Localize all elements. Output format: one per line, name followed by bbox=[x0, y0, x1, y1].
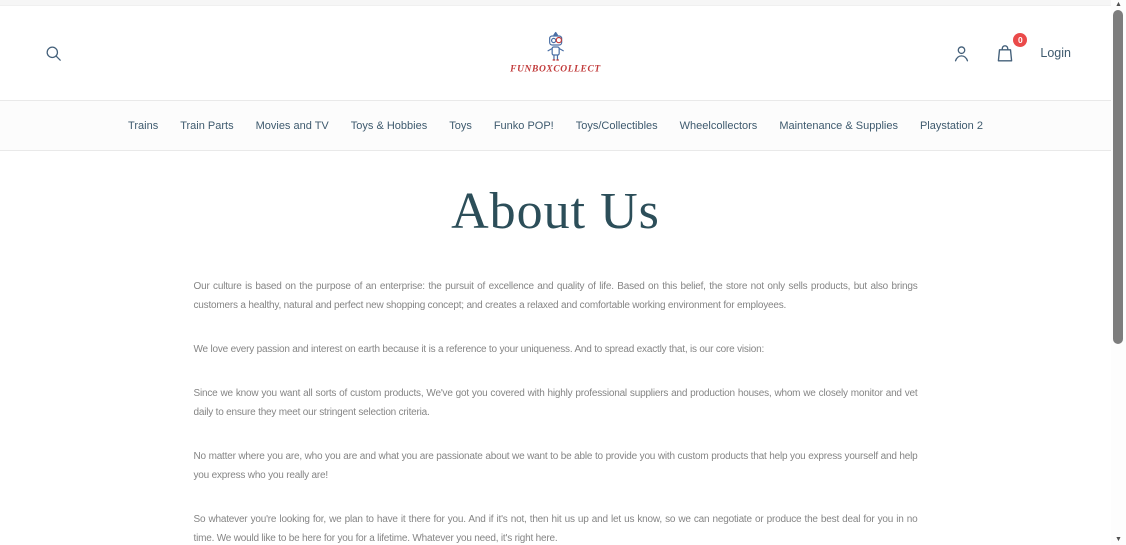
store-logo[interactable] bbox=[510, 32, 601, 75]
about-paragraph: We love every passion and interest on earth because it is a reference to your uniqueness. And to spread exactly that, is our core vision: bbox=[193, 344, 765, 355]
about-us-content bbox=[194, 277, 918, 545]
login-link[interactable]: Login bbox=[1040, 46, 1071, 60]
nav-item-wheelcollectors[interactable]: Wheelcollectors bbox=[679, 119, 758, 132]
nav-item-funko-pop[interactable]: Funko POP! bbox=[493, 119, 554, 132]
header bbox=[0, 6, 1111, 100]
nav-item-playstation-2[interactable]: Playstation 2 bbox=[919, 119, 983, 132]
nav-item-movies-and-tv[interactable]: Movies and TV bbox=[255, 119, 329, 132]
about-paragraph: No matter where you are, who you are and what you are passionate about we want to be able to provide you with custom products that help you express yourself and help you express who you really are! bbox=[193, 451, 918, 481]
nav-item-trains[interactable]: Trains bbox=[128, 119, 159, 132]
about-paragraph: So whatever you're looking for, we plan to have it there for you. And if it's not, then hit us up and let us know, so we can negotiate or produce the best deal for you in no time. We would like to be here for you for a lifetime. Whatever you need, it's right here. bbox=[193, 514, 918, 544]
scrollbar-up-arrow[interactable]: ▲ bbox=[1115, 1, 1122, 8]
account-button[interactable] bbox=[947, 39, 976, 68]
scrollbar-thumb[interactable] bbox=[1113, 10, 1123, 344]
nav-item-toys[interactable]: Toys bbox=[449, 119, 472, 132]
cart-count-badge: 0 bbox=[1013, 33, 1027, 47]
search-icon bbox=[44, 44, 63, 63]
nav-item-toys-collectibles[interactable]: Toys/Collectibles bbox=[575, 119, 658, 132]
shopping-bag-icon bbox=[994, 42, 1016, 64]
nav-item-toys-hobbies[interactable]: Toys & Hobbies bbox=[350, 119, 428, 132]
scrollbar[interactable] bbox=[1111, 0, 1126, 545]
nav-item-train-parts[interactable]: Train Parts bbox=[180, 119, 234, 132]
nav-item-maintenance-supplies[interactable]: Maintenance & Supplies bbox=[779, 119, 898, 132]
logo-mascot-icon bbox=[540, 32, 570, 64]
person-icon bbox=[951, 43, 972, 64]
about-paragraph: Since we know you want all sorts of custom products, We've got you covered with highly professional suppliers and production houses, whom we closely monitor and vet daily to ensure they meet our stringent selection criteria. bbox=[193, 388, 918, 418]
about-paragraph: Our culture is based on the purpose of an enterprise: the pursuit of excellence and quality of life. Based on this belief, the store not only sells products, but also brings customers a healthy, natural and perfect new shopping concept; and creates a relaxed and comfortable working environment for employees. bbox=[193, 281, 918, 311]
search-button[interactable] bbox=[40, 40, 67, 67]
page bbox=[0, 6, 1111, 545]
main-nav bbox=[0, 100, 1111, 151]
logo-text: FUNBOXCOLLECT bbox=[510, 64, 601, 75]
scrollbar-down-arrow[interactable]: ▼ bbox=[1115, 536, 1122, 543]
page-title: About Us bbox=[451, 183, 660, 240]
